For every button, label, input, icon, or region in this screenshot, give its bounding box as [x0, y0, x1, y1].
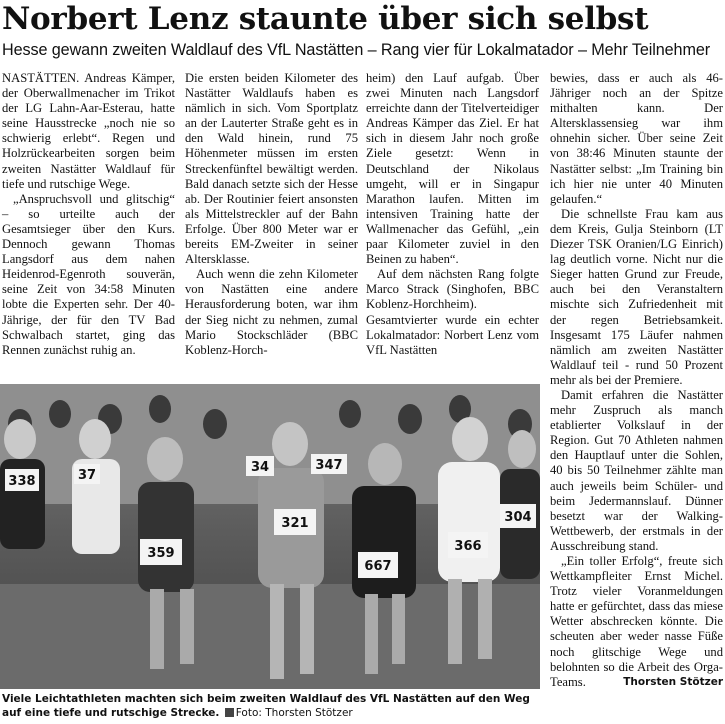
- bib-number: 338: [8, 474, 36, 489]
- subhead: Hesse gewann zweiten Waldlauf des VfL Nastätten – Rang vier für Lokalmatador – Mehr Teilnehmer: [2, 41, 711, 59]
- paragraph: Die ersten beiden Kilometer des Nastätter Waldlaufs haben es nämlich in sich. Vom Sportplatz an der Lauterter Straße geht es in den Wald hinein, rund 75 Höhenmeter müssen im ersten Streckenfünftel bewältigt werden. Bald danach setzte sich der Hesse ab. Der Routinier feiert ansonsten als Mittelstreckler auf der Bahn Erfolge. Über 800 Meter war er bereits EM-Zweiter in seiner Altersklasse.: [185, 71, 358, 267]
- article-column-3: [366, 71, 539, 358]
- runners-photo-illustration: [0, 384, 540, 689]
- runners-photo: [0, 384, 540, 689]
- bib-number: 359: [147, 546, 175, 561]
- square-bullet-icon: [225, 708, 234, 717]
- article-column-4: [550, 71, 723, 721]
- paragraph: NASTÄTTEN. Andreas Kämper, der Oberwallmenacher im Trikot der LG Lahn-Aar-Esterau, hatte seine Hausstrecke „noch nie so schwierig erlebt“. Regen und Holzrückearbeiten sorgen beim zweiten Nastätter Waldlauf für tiefe und rutschige Wege.: [2, 71, 175, 191]
- paragraph: „Anspruchsvoll und glitschig“ – so urteilte auch der Gesamtsieger über den Kurs. Dennoch gewann Thomas Langsdorf aus dem nahen Heidenrod-Egenroth souverän, seine Zeit von 34:58 Minuten lobte die Experten sehr. Der 40-Jährige, der für den TV Bad Schwalbach startet, ging das Rennen zunächst ruhig an.: [2, 191, 175, 357]
- article-column-2: [185, 71, 358, 358]
- bib-number: 321: [281, 516, 309, 531]
- article-column-1: [2, 71, 175, 358]
- paragraph: Auch wenn die zehn Kilometer von Nastätten eine andere Herausforderung boten, war ihm der Sieg nicht zu nehmen, zumal Mario Stockschläder (BBC Koblenz-Horch-: [185, 267, 358, 357]
- paragraph: heim) den Lauf aufgab. Über zwei Minuten nach Langsdorf erreichte dann der Titelverteidiger Andreas Kämper das Ziel. Er hat sich in diesem Jahr noch große Ziele gesetzt: Wenn in Deutschland der Nikolaus umgeht, will er in Singapur Marathon laufen. Mitten im intensiven Training hatte der Wallmenacher das Gefühl, „ein paar Kilometer zuviel in den Beinen zu haben“.: [366, 71, 539, 267]
- bib-number: 34: [250, 460, 270, 475]
- paragraph: Damit erfahren die Nastätter mehr Zuspruch als manch etablierter Volkslauf in der Region. Gut 70 Athleten nahmen den Hauptlauf unter die Sohlen, 40 bis 50 Teilnehmer zählte man auch jeweils beim Schüler- und beim Jedermannslauf. Dünner besetzt war der Walking-Wettbewerb, der erstmals in der Ausschreibung stand.: [550, 387, 723, 553]
- headline: Norbert Lenz staunte über sich selbst: [2, 1, 649, 37]
- author-name: Thorsten Stötzer: [623, 675, 723, 688]
- bib-number: 37: [77, 468, 97, 483]
- paragraph: Auf dem nächsten Rang folgte Marco Strack (Singhofen, BBC Koblenz-Horchheim). Gesamtvierter wurde ein echter Lokalmatador: Norbert Lenz vom VfL Nastätten: [366, 267, 539, 357]
- photo-credit: Foto: Thorsten Stötzer: [235, 707, 353, 719]
- bib-number: 667: [364, 559, 392, 574]
- paragraph-text: „Ein toller Erfolg“, freute sich Wettkampfleiter Ernst Michel. Trotz vieler Voranmeldungen hatte er gefürchtet, dass das miese Wetter abschrecken könnte. Die scheuten aber weder nasse Füße noch glitschige Wege und belohnten so die Arbeit des Orga-Teams.: [550, 554, 723, 689]
- bib-number: 304: [504, 510, 532, 525]
- paragraph: bewies, dass er auch als 46-Jähriger noch an der Spitze mithalten kann. Der Altersklassensieg war ihm ohnehin sicher. Über seine Zeit von 38:46 Minuten staunte der Nastätter selbst: „Im Training bin ich hier nie unter 40 Minuten gelaufen.“: [550, 71, 723, 206]
- caption-text: Viele Leichtathleten machten sich beim zweiten Waldlauf des VfL Nastätten auf den Weg auf eine tiefe und rutschige Strecke.: [2, 693, 530, 719]
- paragraph: [550, 554, 723, 690]
- bib-number: 366: [454, 539, 482, 554]
- photo-caption: [2, 692, 542, 720]
- paragraph: Die schnellste Frau kam aus dem Kreis, Gulja Steinborn (LT Diezer TSK Oranien/LG Einrich) lag deutlich vorne. Nicht nur die Sieger hatten Grund zur Freude, auch bei den Veranstaltern mischte sich Zufriedenheit mit der regen Betriebsamkeit. Insgesamt 175 Läufer nahmen nämlich am zweiten Nastätter Waldlauf teil - rund 50 Prozent mehr als bei der Premiere.: [550, 206, 723, 387]
- bib-number: 347: [315, 458, 343, 473]
